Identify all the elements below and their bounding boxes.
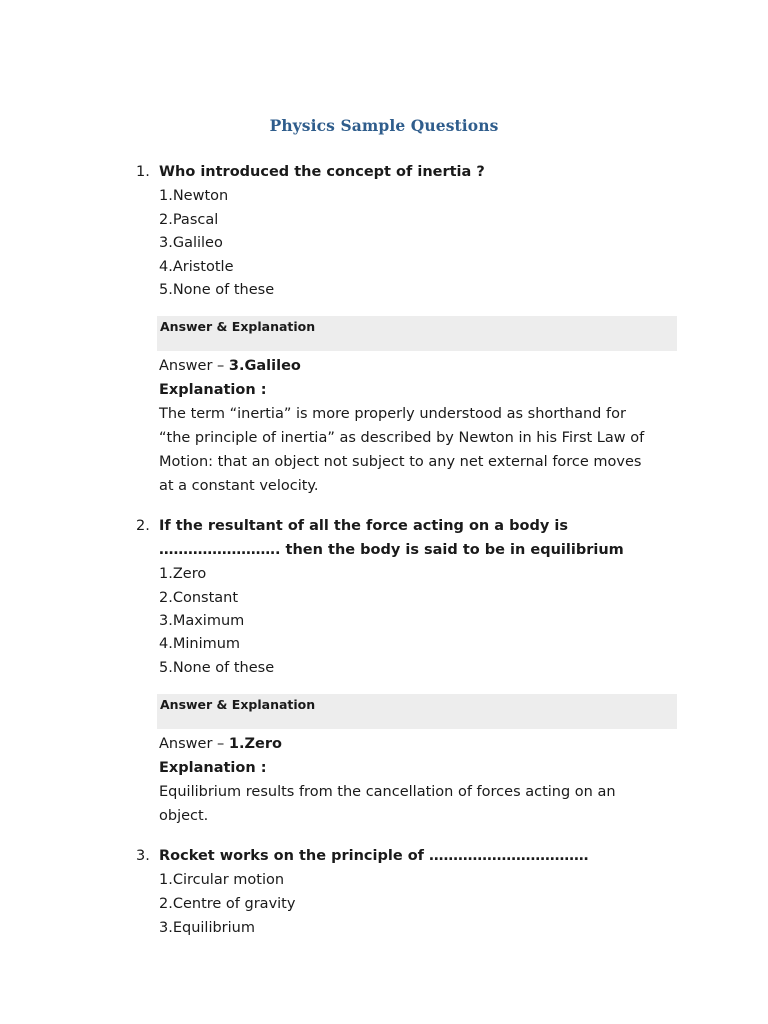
question-1-number: 1. bbox=[136, 164, 150, 180]
answer-value: 3.Galileo bbox=[228, 358, 301, 374]
question-1-option: 2.Pascal bbox=[159, 212, 219, 228]
question-2-option: 1.Zero bbox=[159, 566, 207, 582]
question-1-answer bbox=[159, 354, 301, 378]
question-2-number: 2. bbox=[136, 518, 150, 534]
question-2-option: 5.None of these bbox=[159, 660, 275, 676]
explanation-heading: Explanation : bbox=[159, 382, 267, 398]
question-3-option: 2.Centre of gravity bbox=[159, 896, 296, 912]
answer-explanation-label: Answer & Explanation bbox=[160, 319, 316, 334]
explanation-line: Equilibrium results from the cancellation of forces acting on an bbox=[159, 784, 616, 800]
question-2-option: 4.Minimum bbox=[159, 636, 241, 652]
explanation-heading: Explanation : bbox=[159, 760, 267, 776]
question-1-text: Who introduced the concept of inertia ? bbox=[159, 164, 485, 180]
question-3-option: 1.Circular motion bbox=[159, 872, 285, 888]
question-1-option: 1.Newton bbox=[159, 188, 229, 204]
question-3-number: 3. bbox=[136, 848, 150, 864]
question-2-option: 2.Constant bbox=[159, 590, 239, 606]
page-title: Physics Sample Questions bbox=[269, 116, 499, 135]
explanation-line: object. bbox=[159, 808, 209, 824]
question-2-text: If the resultant of all the force acting on a body is bbox=[159, 518, 568, 534]
question-1-option: 5.None of these bbox=[159, 282, 275, 298]
answer-value: 1.Zero bbox=[228, 736, 282, 752]
question-1-option: 4.Aristotle bbox=[159, 259, 234, 275]
question-2-answer bbox=[159, 732, 282, 756]
answer-prefix: Answer – bbox=[159, 358, 229, 374]
question-3-option: 3.Equilibrium bbox=[159, 920, 255, 936]
question-1-option: 3.Galileo bbox=[159, 235, 223, 251]
question-2-text: ……………………. then the body is said to be in equilibrium bbox=[159, 542, 624, 558]
question-3-text: Rocket works on the principle of …………………………… bbox=[159, 848, 589, 864]
explanation-line: at a constant velocity. bbox=[159, 478, 319, 494]
answer-prefix: Answer – bbox=[159, 736, 229, 752]
answer-explanation-toggle[interactable] bbox=[157, 694, 677, 729]
explanation-line: “the principle of inertia” as described by Newton in his First Law of bbox=[159, 430, 645, 446]
explanation-line: The term “inertia” is more properly understood as shorthand for bbox=[159, 406, 626, 422]
answer-explanation-toggle[interactable] bbox=[157, 316, 677, 351]
answer-explanation-label: Answer & Explanation bbox=[160, 697, 316, 712]
explanation-line: Motion: that an object not subject to any net external force moves bbox=[159, 454, 642, 470]
question-2-option: 3.Maximum bbox=[159, 613, 245, 629]
